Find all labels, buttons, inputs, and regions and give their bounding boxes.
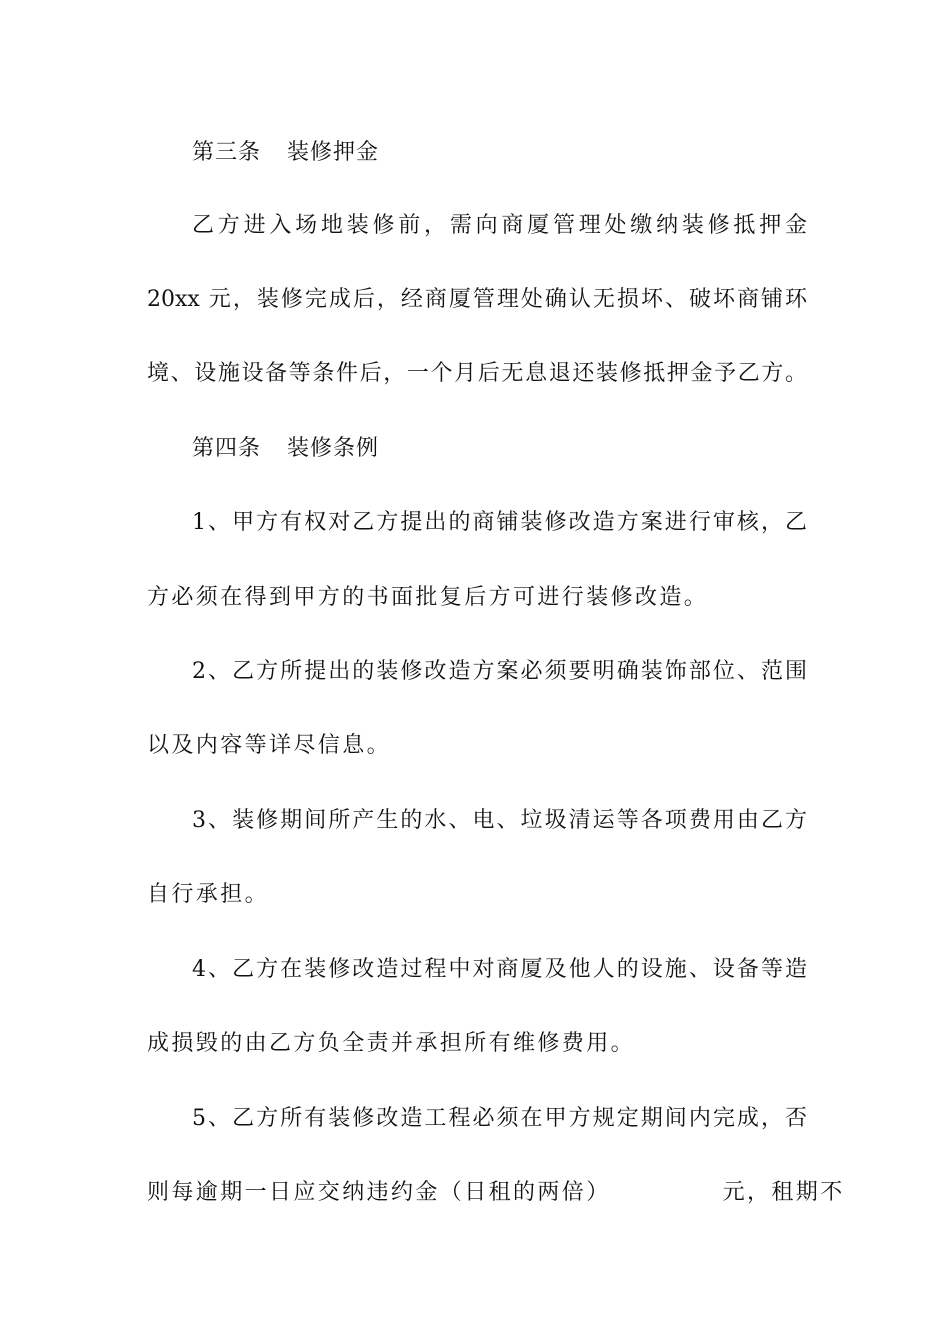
item-4-line-1: 4、乙方在装修改造过程中对商厦及他人的设施、设备等造 xyxy=(192,957,807,982)
item-5-line-2-text: 则每逾期一日应交纳违约金（日租的两倍） xyxy=(147,1180,611,1205)
item-4-line-2: 成损毁的由乙方负全责并承担所有维修费用。 xyxy=(147,1031,636,1056)
item-2-line-2: 以及内容等详尽信息。 xyxy=(147,733,392,758)
item-3-line-1: 3、装修期间所产生的水、电、垃圾清运等各项费用由乙方 xyxy=(192,808,807,833)
item-1-line-2: 方必须在得到甲方的书面批复后方可进行装修改造。 xyxy=(147,585,709,610)
article4-number: 第四条 xyxy=(192,436,262,461)
article3-number: 第三条 xyxy=(192,140,262,165)
article3-para-line-3: 境、设施设备等条件后，一个月后无息退还装修抵押金予乙方。 xyxy=(147,361,807,386)
item-1-line-1: 1、甲方有权对乙方提出的商铺装修改造方案进行审核，乙 xyxy=(192,510,807,535)
article3-para-line-1: 乙方进入场地装修前，需向商厦管理处缴纳装修抵押金 xyxy=(192,213,807,238)
item-2-line-1: 2、乙方所提出的装修改造方案必须要明确装饰部位、范围 xyxy=(192,659,807,684)
article3-heading xyxy=(192,138,807,168)
article4-heading xyxy=(192,434,807,464)
article3-para-line-2: 20xx 元，装修完成后，经商厦管理处确认无损坏、破坏商铺环 xyxy=(147,287,807,312)
article4-title: 装修条例 xyxy=(287,436,380,461)
article3-title: 装修押金 xyxy=(287,140,380,165)
item-3-line-2: 自行承担。 xyxy=(147,882,270,907)
item-5-line-2-tail: 元，租期不 xyxy=(722,1180,845,1205)
item-5-line-2 xyxy=(147,1178,845,1208)
item-5-line-1: 5、乙方所有装修改造工程必须在甲方规定期间内完成，否 xyxy=(192,1106,807,1131)
